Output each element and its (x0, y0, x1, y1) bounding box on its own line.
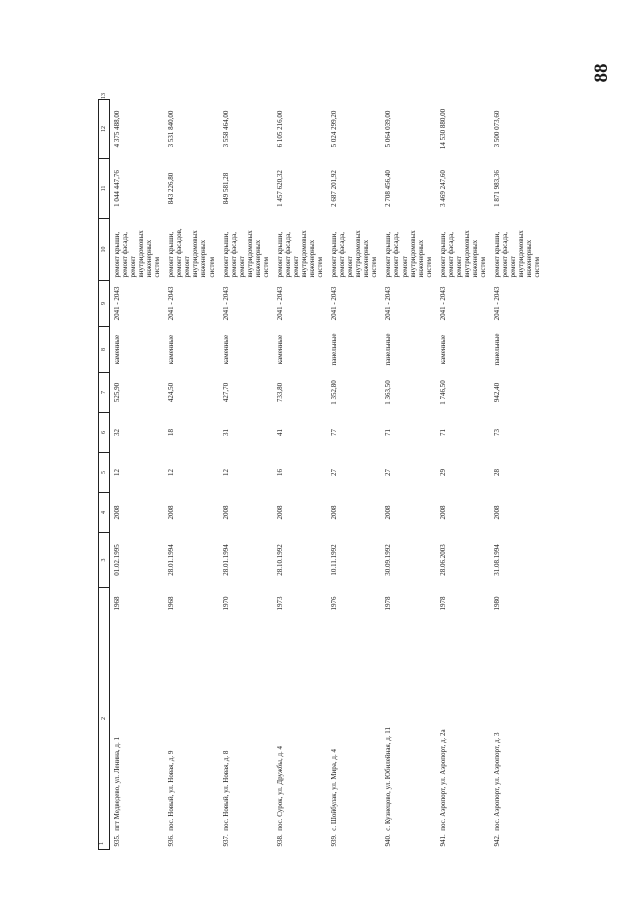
year-built-cell: 1978 (384, 596, 393, 611)
cost-cell: 1 871 983,36 (492, 170, 501, 207)
period-cell: 2041 - 2043 (330, 286, 339, 321)
floors-cell: 29 (438, 469, 447, 476)
address: пос. Аэропорт, ул. Аэропорт, д. 3 (492, 732, 501, 831)
total-cell: 3 558 464,00 (221, 110, 230, 148)
year-built-cell: 1968 (167, 596, 176, 611)
units-cell: 18 (167, 429, 176, 436)
area-cell: 525,90 (113, 382, 121, 403)
address: пгт Медведево, ул. Ленина, д. 1 (113, 737, 121, 831)
address-cell (327, 620, 381, 850)
units-cell: 31 (221, 429, 230, 436)
wall-material-cell: каменные (221, 334, 230, 365)
year-built-cell: 1970 (221, 596, 230, 611)
period-cell: 2041 - 2043 (438, 286, 447, 321)
works-cell: ремонт крыши, ремонт фасада, ремонт внутридомовых инженерных систем (330, 230, 379, 278)
date-cell: 31.08.1994 (492, 544, 501, 576)
units-cell: 73 (492, 429, 501, 436)
column-number-cell: 3 (99, 533, 110, 588)
page-number: 88 (591, 63, 612, 83)
area-cell: 1 746,50 (438, 380, 447, 405)
address-cell (219, 620, 273, 850)
row-number: 942. (492, 834, 501, 847)
address-cell (381, 620, 435, 850)
wall-material-cell: панельные (492, 333, 501, 366)
year-cell: 2008 (330, 505, 339, 520)
column-number-cell: 12 (99, 100, 110, 159)
floors-cell: 12 (113, 469, 121, 476)
column-number-cell: 4 (99, 493, 110, 533)
period-cell: 2041 - 2043 (113, 286, 121, 321)
table-row (490, 100, 544, 850)
address: пос. Аэропорт, ул. Аэропорт, д. 2а (438, 729, 447, 831)
address: с. Шойбулак, ул. Мира, д. 4 (330, 749, 339, 831)
works-cell: ремонт крыши, ремонт фасада, ремонт внутридомовых инженерных систем (275, 230, 325, 278)
units-cell: 41 (275, 429, 284, 436)
column-number-cell: 7 (99, 373, 110, 413)
floors-cell: 12 (167, 469, 176, 476)
area-cell: 942,40 (492, 382, 501, 403)
address: пос. Новый, ул. Новая, д. 9 (167, 750, 176, 831)
housing-register-table (98, 93, 544, 850)
total-cell: 5 064 039,00 (384, 110, 393, 148)
year-cell: 2008 (384, 505, 393, 520)
date-cell: 28.06.2003 (438, 544, 447, 576)
address-cell (110, 620, 165, 850)
table-row (381, 100, 435, 850)
area-cell: 427,70 (221, 382, 230, 403)
date-cell: 28.10.1992 (275, 544, 284, 576)
cost-cell: 843 226,80 (167, 172, 176, 205)
works-cell: ремонт крыши, ремонт фасада, ремонт внутридомовых инженерных систем (113, 230, 162, 278)
cost-cell: 2 708 456,40 (384, 170, 393, 207)
period-cell: 2041 - 2043 (167, 286, 176, 321)
cost-cell: 3 469 247,60 (438, 170, 447, 207)
units-cell: 71 (384, 429, 393, 436)
table-body (110, 100, 545, 850)
address-cell (436, 620, 490, 850)
floors-cell: 27 (384, 469, 393, 476)
date-cell: 10.11.1992 (330, 544, 339, 576)
floors-cell: 16 (275, 469, 284, 476)
works-cell: ремонт крыши, ремонт фасадов, ремонт внутридомовых инженерных систем (167, 228, 216, 278)
date-cell: 28.01.1994 (221, 544, 230, 576)
units-cell: 32 (113, 429, 121, 436)
period-cell: 2041 - 2043 (275, 286, 284, 321)
table-rotated-wrapper (98, 93, 542, 850)
table-row (164, 100, 218, 850)
wall-material-cell: панельные (384, 333, 393, 366)
total-cell: 4 375 488,00 (113, 110, 121, 148)
date-cell: 28.01.1994 (167, 544, 176, 576)
period-cell: 2041 - 2043 (492, 286, 501, 321)
year-built-cell: 1978 (438, 596, 447, 611)
column-number-2: 2 (101, 717, 107, 720)
address: пос. Сурок, ул. Дружбы, д. 4 (275, 745, 284, 831)
table-row (273, 100, 327, 850)
units-cell: 77 (330, 429, 339, 436)
cost-cell: 2 687 201,92 (330, 170, 339, 207)
period-cell: 2041 - 2043 (221, 286, 230, 321)
year-built-cell: 1980 (492, 596, 501, 611)
cost-cell: 1 044 447,76 (113, 170, 121, 207)
year-cell: 2008 (438, 505, 447, 520)
year-cell: 2008 (167, 505, 176, 520)
area-cell: 1 363,50 (384, 380, 393, 405)
column-number-cell: 11 (99, 159, 110, 219)
address-cell (273, 620, 327, 850)
wall-material-cell: панельные (330, 333, 339, 366)
year-cell: 2008 (492, 505, 501, 520)
row-number: 941. (438, 834, 447, 847)
column-number-row: 1 2 3 4 5 6 7 8 9 10 11 12 13 (99, 100, 110, 850)
column-number-1: 1 (99, 842, 105, 845)
total-cell: 3 500 073,60 (492, 110, 501, 148)
units-cell: 71 (438, 429, 447, 436)
area-cell: 733,80 (275, 382, 284, 403)
total-cell: 5 024 299,20 (330, 110, 339, 148)
column-number-cell: 6 (99, 413, 110, 453)
table-row (327, 100, 381, 850)
address: с. Кузнецово, ул. Юбилейная, д. 11 (384, 726, 393, 831)
table-row (219, 100, 273, 850)
floors-cell: 27 (330, 469, 339, 476)
year-cell: 2008 (221, 505, 230, 520)
row-number: 936. (167, 834, 176, 847)
total-cell: 14 530 880,00 (438, 108, 447, 150)
floors-cell: 28 (492, 469, 501, 476)
date-cell: 30.09.1992 (384, 544, 393, 576)
address-cell (490, 620, 544, 850)
row-number: 939. (330, 834, 339, 847)
area-cell: 1 352,80 (330, 380, 339, 405)
total-cell: 3 531 840,00 (167, 110, 176, 148)
floors-cell: 12 (221, 469, 230, 476)
period-cell: 2041 - 2043 (384, 286, 393, 321)
works-cell: ремонт крыши, ремонт фасада, ремонт внутридомовых инженерных систем (384, 230, 433, 278)
address: пос. Новый, ул. Новая, д. 8 (221, 750, 230, 831)
total-cell: 6 105 216,00 (275, 110, 284, 148)
table-row (110, 100, 165, 850)
address-cell (164, 620, 218, 850)
row-number: 938. (275, 834, 284, 847)
works-cell: ремонт крыши, ремонт фасада, ремонт внутридомовых инженерных систем (221, 230, 270, 278)
year-cell: 2008 (275, 505, 284, 520)
column-number-cell: 8 (99, 327, 110, 373)
year-built-cell: 1968 (113, 596, 121, 611)
year-built-cell: 1976 (330, 596, 339, 611)
column-number-cell: 5 (99, 453, 110, 493)
works-cell: ремонт крыши, ремонт фасада, ремонт внутридомовых инженерных систем (492, 230, 542, 278)
row-number: 935. (113, 834, 121, 847)
year-cell: 2008 (113, 505, 121, 520)
wall-material-cell: каменные (167, 334, 176, 365)
column-number-cell: 9 (99, 281, 110, 327)
cost-cell: 849 581,28 (221, 172, 230, 205)
column-number-cell (99, 588, 110, 850)
wall-material-cell: каменные (275, 334, 284, 365)
area-cell: 424,50 (167, 382, 176, 403)
row-number: 940. (384, 834, 393, 847)
table-row (436, 100, 490, 850)
row-number: 937. (221, 834, 230, 847)
cost-cell: 1 457 620,32 (275, 170, 284, 207)
column-number-cell: 10 (99, 219, 110, 281)
wall-material-cell: каменные (113, 334, 121, 365)
wall-material-cell: каменные (438, 334, 447, 365)
year-built-cell: 1973 (275, 596, 284, 611)
works-cell: ремонт крыши, ремонт фасада, ремонт внутридомовых инженерных систем (438, 230, 487, 278)
date-cell: 01.02.1995 (113, 544, 121, 576)
